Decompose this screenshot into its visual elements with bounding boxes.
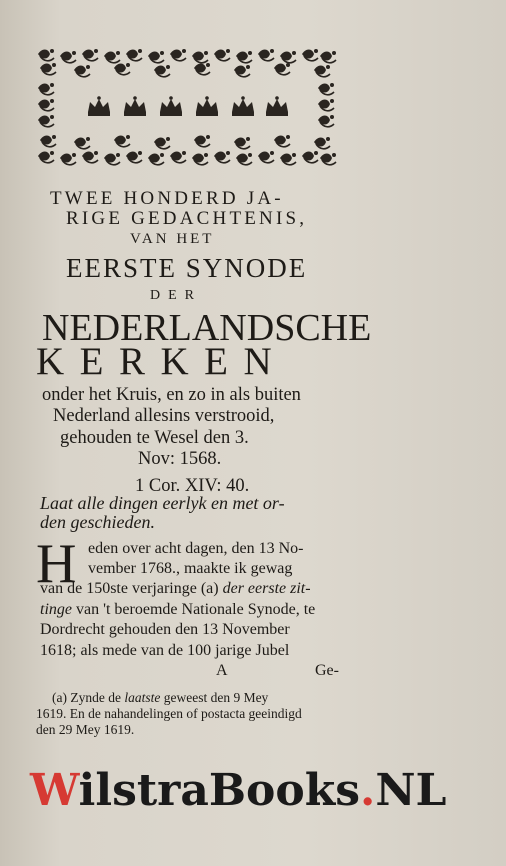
footnote-line-1-italic: laatste [124, 690, 161, 705]
body-line-2: vember 1768., maakte ik gewag [88, 560, 293, 577]
title-line-3: VAN HET [130, 231, 215, 247]
watermark-nl: NL [375, 765, 447, 816]
watermark-logo [30, 765, 446, 816]
title-line-8: onder het Kruis, en zo in als buiten [42, 385, 301, 405]
body-line-1: eden over acht dagen, den 13 No- [88, 540, 304, 557]
verse-line-1: Laat alle dingen eerlyk en met or- [40, 493, 285, 513]
watermark-w: W [30, 765, 79, 816]
footnote-line-2: 1619. En de nahandelingen of postacta geeindigd [36, 706, 302, 721]
body-line-6: 1618; als mede van de 100 jarige Jubel [40, 642, 290, 659]
body-line-5: Dordrecht gehouden den 13 November [40, 621, 290, 638]
watermark-dot: . [360, 765, 376, 816]
title-line-1: TWEE HONDERD JA- [50, 188, 284, 209]
watermark-ilstra: ilstraBooks [78, 765, 360, 816]
title-line-4: EERSTE SYNODE [66, 253, 308, 283]
headpiece-ornament-icon [34, 44, 340, 172]
footnote-line-1-plain-b: geweest den 9 Mey [160, 690, 269, 705]
title-line-9: Nederland allesins verstrooid, [53, 406, 275, 426]
verse-reference: 1 Cor. XIV: 40. [135, 476, 250, 496]
verse-line-2: den geschieden. [40, 512, 155, 532]
body-line-4 [40, 601, 315, 619]
body-line-3 [40, 580, 311, 598]
body-line-3-plain: van de 150ste verjaringe (a) [40, 580, 223, 597]
body-line-3-italic: der eerste zit- [222, 580, 311, 597]
title-line-5: DER [150, 288, 202, 303]
body-line-4-italic: tinge [40, 601, 72, 618]
title-line-7: KERKEN [36, 340, 288, 383]
title-line-2: RIGE GEDACHTENIS, [66, 208, 308, 229]
signature-mark: A [216, 662, 228, 679]
drop-cap: H [36, 533, 77, 595]
footnote-line-1-plain-a: (a) Zynde de [52, 690, 125, 705]
title-line-10: gehouden te Wesel den 3. [60, 428, 249, 448]
title-line-6: NEDERLANDSCHE [42, 307, 372, 349]
footnote-line-3: den 29 Mey 1619. [36, 722, 135, 737]
catchword: Ge- [315, 662, 339, 679]
footnote-line-1 [52, 690, 268, 706]
body-line-4-plain: van 't beroemde Nationale Synode, te [72, 601, 316, 618]
title-line-11: Nov: 1568. [138, 449, 222, 469]
ornamental-headpiece [34, 44, 340, 172]
